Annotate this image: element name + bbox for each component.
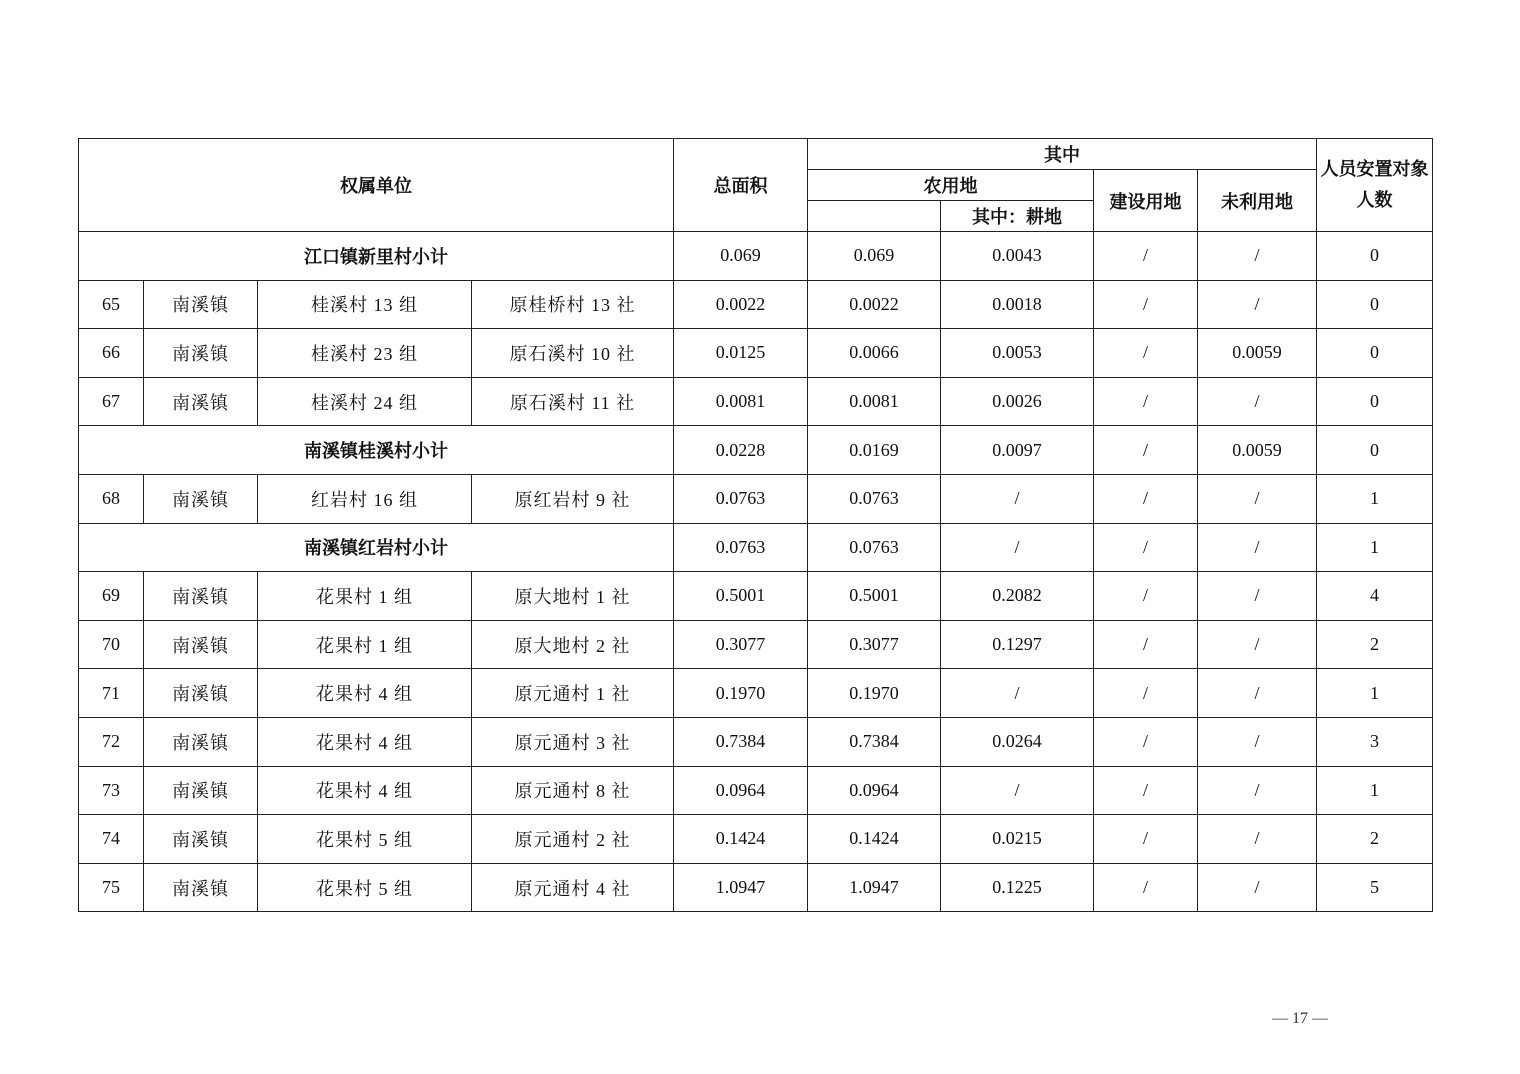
arable-land-cell: 0.0043: [941, 232, 1094, 281]
construction-land-cell: /: [1094, 426, 1198, 475]
unused-land-cell: /: [1198, 232, 1317, 281]
table-row: [79, 863, 1433, 912]
construction-land-cell: /: [1094, 863, 1198, 912]
construction-land-cell: /: [1094, 523, 1198, 572]
village-group-cell: 桂溪村 24 组: [258, 377, 472, 426]
land-table: [78, 138, 1433, 912]
construction-land-cell: /: [1094, 280, 1198, 329]
arable-land-cell: /: [941, 523, 1094, 572]
arable-land-cell: 0.0264: [941, 717, 1094, 766]
unused-land-cell: /: [1198, 717, 1317, 766]
table-row: [79, 717, 1433, 766]
table-row: [79, 474, 1433, 523]
subtotal-row: [79, 523, 1433, 572]
town-cell: 南溪镇: [144, 863, 258, 912]
unused-land-cell: /: [1198, 863, 1317, 912]
header-construction-land: 建设用地: [1094, 170, 1198, 232]
farmland-cell: 0.0066: [808, 329, 941, 378]
construction-land-cell: /: [1094, 815, 1198, 864]
unused-land-cell: /: [1198, 377, 1317, 426]
town-cell: 南溪镇: [144, 766, 258, 815]
construction-land-cell: /: [1094, 329, 1198, 378]
village-group-cell: 花果村 4 组: [258, 717, 472, 766]
subtotal-label: 南溪镇桂溪村小计: [79, 426, 674, 475]
town-cell: 南溪镇: [144, 280, 258, 329]
table-row: [79, 329, 1433, 378]
construction-land-cell: /: [1094, 232, 1198, 281]
total-area-cell: 0.0125: [674, 329, 808, 378]
town-cell: 南溪镇: [144, 377, 258, 426]
farmland-cell: 0.0964: [808, 766, 941, 815]
arable-land-cell: /: [941, 766, 1094, 815]
farmland-cell: 0.5001: [808, 572, 941, 621]
village-group-cell: 桂溪村 13 组: [258, 280, 472, 329]
row-number: 70: [79, 620, 144, 669]
header-farmland-blank: [808, 201, 941, 232]
farmland-cell: 0.1424: [808, 815, 941, 864]
total-area-cell: 1.0947: [674, 863, 808, 912]
construction-land-cell: /: [1094, 766, 1198, 815]
village-group-cell: 花果村 5 组: [258, 863, 472, 912]
town-cell: 南溪镇: [144, 572, 258, 621]
header-unused-land: 未利用地: [1198, 170, 1317, 232]
resettled-persons-cell: 0: [1317, 329, 1433, 378]
town-cell: 南溪镇: [144, 329, 258, 378]
original-unit-cell: 原大地村 1 社: [472, 572, 674, 621]
village-group-cell: 桂溪村 23 组: [258, 329, 472, 378]
village-group-cell: 红岩村 16 组: [258, 474, 472, 523]
unused-land-cell: /: [1198, 523, 1317, 572]
resettled-persons-cell: 1: [1317, 766, 1433, 815]
unused-land-cell: /: [1198, 620, 1317, 669]
row-number: 72: [79, 717, 144, 766]
table-row: [79, 377, 1433, 426]
total-area-cell: 0.0228: [674, 426, 808, 475]
farmland-cell: 0.0169: [808, 426, 941, 475]
arable-land-cell: 0.0026: [941, 377, 1094, 426]
original-unit-cell: 原元通村 8 社: [472, 766, 674, 815]
resettled-persons-cell: 2: [1317, 815, 1433, 864]
resettled-persons-cell: 1: [1317, 523, 1433, 572]
resettled-persons-cell: 1: [1317, 669, 1433, 718]
farmland-cell: 0.069: [808, 232, 941, 281]
arable-land-cell: 0.0215: [941, 815, 1094, 864]
unused-land-cell: 0.0059: [1198, 329, 1317, 378]
total-area-cell: 0.7384: [674, 717, 808, 766]
original-unit-cell: 原红岩村 9 社: [472, 474, 674, 523]
construction-land-cell: /: [1094, 620, 1198, 669]
unused-land-cell: 0.0059: [1198, 426, 1317, 475]
row-number: 74: [79, 815, 144, 864]
farmland-cell: 0.0022: [808, 280, 941, 329]
farmland-cell: 0.1970: [808, 669, 941, 718]
construction-land-cell: /: [1094, 572, 1198, 621]
original-unit-cell: 原元通村 4 社: [472, 863, 674, 912]
total-area-cell: 0.0081: [674, 377, 808, 426]
resettled-persons-cell: 5: [1317, 863, 1433, 912]
total-area-cell: 0.0964: [674, 766, 808, 815]
header-of-which: 其中: [808, 139, 1317, 170]
resettled-persons-cell: 0: [1317, 232, 1433, 281]
town-cell: 南溪镇: [144, 474, 258, 523]
construction-land-cell: /: [1094, 377, 1198, 426]
table-row: [79, 815, 1433, 864]
town-cell: 南溪镇: [144, 815, 258, 864]
unused-land-cell: /: [1198, 280, 1317, 329]
row-number: 65: [79, 280, 144, 329]
arable-land-cell: /: [941, 669, 1094, 718]
farmland-cell: 0.0763: [808, 523, 941, 572]
unused-land-cell: /: [1198, 474, 1317, 523]
original-unit-cell: 原元通村 1 社: [472, 669, 674, 718]
unused-land-cell: /: [1198, 669, 1317, 718]
unused-land-cell: /: [1198, 815, 1317, 864]
arable-land-cell: 0.1225: [941, 863, 1094, 912]
arable-land-cell: 0.0018: [941, 280, 1094, 329]
arable-land-cell: 0.2082: [941, 572, 1094, 621]
resettled-persons-cell: 3: [1317, 717, 1433, 766]
table-row: [79, 280, 1433, 329]
town-cell: 南溪镇: [144, 620, 258, 669]
subtotal-row: [79, 426, 1433, 475]
arable-land-cell: 0.1297: [941, 620, 1094, 669]
resettled-persons-cell: 1: [1317, 474, 1433, 523]
total-area-cell: 0.0763: [674, 474, 808, 523]
row-number: 73: [79, 766, 144, 815]
village-group-cell: 花果村 4 组: [258, 669, 472, 718]
total-area-cell: 0.0763: [674, 523, 808, 572]
village-group-cell: 花果村 5 组: [258, 815, 472, 864]
row-number: 67: [79, 377, 144, 426]
farmland-cell: 1.0947: [808, 863, 941, 912]
village-group-cell: 花果村 1 组: [258, 572, 472, 621]
row-number: 71: [79, 669, 144, 718]
unused-land-cell: /: [1198, 766, 1317, 815]
row-number: 68: [79, 474, 144, 523]
arable-land-cell: 0.0053: [941, 329, 1094, 378]
construction-land-cell: /: [1094, 717, 1198, 766]
arable-land-cell: 0.0097: [941, 426, 1094, 475]
table-row: [79, 669, 1433, 718]
header-owner-unit: 权属单位: [79, 139, 674, 232]
total-area-cell: 0.1424: [674, 815, 808, 864]
unused-land-cell: /: [1198, 572, 1317, 621]
table-row: [79, 766, 1433, 815]
farmland-cell: 0.0763: [808, 474, 941, 523]
total-area-cell: 0.069: [674, 232, 808, 281]
resettled-persons-cell: 4: [1317, 572, 1433, 621]
original-unit-cell: 原石溪村 11 社: [472, 377, 674, 426]
total-area-cell: 0.0022: [674, 280, 808, 329]
subtotal-label: 江口镇新里村小计: [79, 232, 674, 281]
resettled-persons-cell: 0: [1317, 426, 1433, 475]
header-of-which-arable: 其中：耕地: [941, 201, 1094, 232]
header-row-1: [79, 139, 1433, 170]
resettled-persons-cell: 0: [1317, 280, 1433, 329]
town-cell: 南溪镇: [144, 717, 258, 766]
subtotal-label: 南溪镇红岩村小计: [79, 523, 674, 572]
row-number: 75: [79, 863, 144, 912]
original-unit-cell: 原石溪村 10 社: [472, 329, 674, 378]
construction-land-cell: /: [1094, 474, 1198, 523]
construction-land-cell: /: [1094, 669, 1198, 718]
header-resettled-persons: 人员安置对象人数: [1317, 139, 1433, 232]
total-area-cell: 0.3077: [674, 620, 808, 669]
row-number: 69: [79, 572, 144, 621]
subtotal-row: [79, 232, 1433, 281]
arable-land-cell: /: [941, 474, 1094, 523]
header-total-area: 总面积: [674, 139, 808, 232]
farmland-cell: 0.0081: [808, 377, 941, 426]
original-unit-cell: 原元通村 2 社: [472, 815, 674, 864]
table-row: [79, 572, 1433, 621]
resettled-persons-cell: 0: [1317, 377, 1433, 426]
table-row: [79, 620, 1433, 669]
total-area-cell: 0.1970: [674, 669, 808, 718]
page-number: — 17 —: [1272, 1010, 1328, 1027]
original-unit-cell: 原元通村 3 社: [472, 717, 674, 766]
original-unit-cell: 原大地村 2 社: [472, 620, 674, 669]
farmland-cell: 0.7384: [808, 717, 941, 766]
total-area-cell: 0.5001: [674, 572, 808, 621]
row-number: 66: [79, 329, 144, 378]
village-group-cell: 花果村 1 组: [258, 620, 472, 669]
resettled-persons-cell: 2: [1317, 620, 1433, 669]
header-farmland: 农用地: [808, 170, 1094, 201]
original-unit-cell: 原桂桥村 13 社: [472, 280, 674, 329]
town-cell: 南溪镇: [144, 669, 258, 718]
village-group-cell: 花果村 4 组: [258, 766, 472, 815]
farmland-cell: 0.3077: [808, 620, 941, 669]
